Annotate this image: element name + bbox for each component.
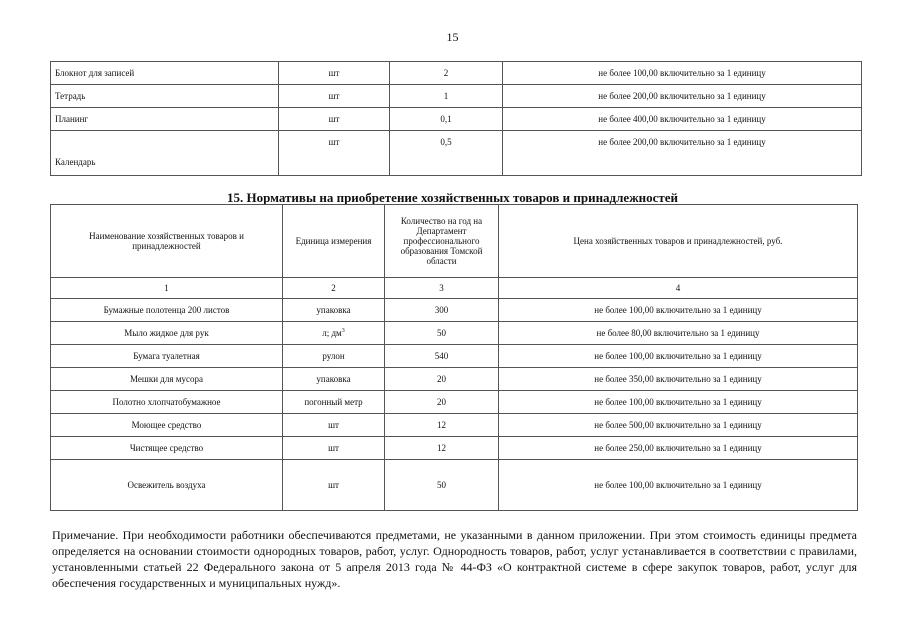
item-price: не более 100,00 включительно за 1 единицу [499,391,858,414]
item-name: Мыло жидкое для рук [51,322,283,345]
item-price: не более 200,00 включительно за 1 единицу [503,131,862,176]
continuation-table [50,61,862,176]
item-name: Чистящее средство [51,437,283,460]
header-name: Наименование хозяйственных товаров и принадлежностей [51,205,283,278]
item-name: Полотно хлопчатобумажное [51,391,283,414]
item-quantity: 20 [385,391,499,414]
table-row [51,108,862,131]
item-unit: шт [279,85,390,108]
household-goods-table [50,204,858,511]
unit-text: л; дм [322,328,342,338]
item-quantity: 50 [385,460,499,511]
item-price: не более 500,00 включительно за 1 единицу [499,414,858,437]
item-name: Бумажные полотенца 200 листов [51,299,283,322]
column-number: 1 [51,278,283,299]
table-row [51,299,858,322]
column-number: 3 [385,278,499,299]
item-name: Бумага туалетная [51,345,283,368]
column-numbers-row [51,278,858,299]
table-row [51,322,858,345]
table-row [51,368,858,391]
item-price: не более 80,00 включительно за 1 единицу [499,322,858,345]
item-quantity: 12 [385,437,499,460]
table-row [51,437,858,460]
table-row [51,345,858,368]
item-unit: шт [279,62,390,85]
item-quantity: 1 [390,85,503,108]
item-unit: шт [283,414,385,437]
item-unit: упаковка [283,299,385,322]
header-quantity: Количество на год на Департамент профессионального образования Томской области [385,205,499,278]
table-row [51,460,858,511]
item-name: Планинг [51,108,279,131]
table-header-row [51,205,858,278]
item-unit: шт [283,460,385,511]
item-name: Календарь [51,131,279,176]
note-paragraph: Примечание. При необходимости работники обеспечиваются предметами, не указанными в данном приложении. При этом стоимость единицы предмета определяется на основании стоимости однородных товаров, работ, услуг. Однородность товаров, работ, услуг устанавливается в соответствии с правилами, установленными статьей 22 Федерального закона от 5 апреля 2013 года № 44-ФЗ «О контрактной системе в сфере закупок товаров, работ, услуг для обеспечения государственных и муниципальных нужд». [52,528,857,590]
item-unit: рулон [283,345,385,368]
item-name: Освежитель воздуха [51,460,283,511]
item-quantity: 0,5 [390,131,503,176]
item-quantity: 2 [390,62,503,85]
item-price: не более 100,00 включительно за 1 единицу [503,62,862,85]
item-price: не более 100,00 включительно за 1 единицу [499,345,858,368]
item-unit [283,322,385,345]
item-price: не более 400,00 включительно за 1 единицу [503,108,862,131]
item-name: Блокнот для записей [51,62,279,85]
item-unit: упаковка [283,368,385,391]
section-title: 15. Нормативы на приобретение хозяйственных товаров и принадлежностей [226,190,679,205]
item-unit: шт [279,108,390,131]
page-number: 15 [446,30,459,44]
item-quantity: 50 [385,322,499,345]
item-quantity: 0,1 [390,108,503,131]
item-price: не более 200,00 включительно за 1 единицу [503,85,862,108]
table-row [51,391,858,414]
item-price: не более 100,00 включительно за 1 единицу [499,460,858,511]
unit-superscript: 3 [341,328,345,334]
item-price: не более 250,00 включительно за 1 единицу [499,437,858,460]
header-unit: Единица измерения [283,205,385,278]
column-number: 2 [283,278,385,299]
item-quantity: 540 [385,345,499,368]
item-quantity: 12 [385,414,499,437]
item-quantity: 300 [385,299,499,322]
item-quantity: 20 [385,368,499,391]
item-price: не более 350,00 включительно за 1 единицу [499,368,858,391]
table-row [51,85,862,108]
item-name: Мешки для мусора [51,368,283,391]
header-price: Цена хозяйственных товаров и принадлежностей, руб. [499,205,858,278]
item-name: Тетрадь [51,85,279,108]
table-row [51,131,862,176]
item-name: Моющее средство [51,414,283,437]
item-unit: шт [279,131,390,176]
column-number: 4 [499,278,858,299]
table-row [51,62,862,85]
table-row [51,414,858,437]
item-unit: погонный метр [283,391,385,414]
item-price: не более 100,00 включительно за 1 единицу [499,299,858,322]
item-unit: шт [283,437,385,460]
